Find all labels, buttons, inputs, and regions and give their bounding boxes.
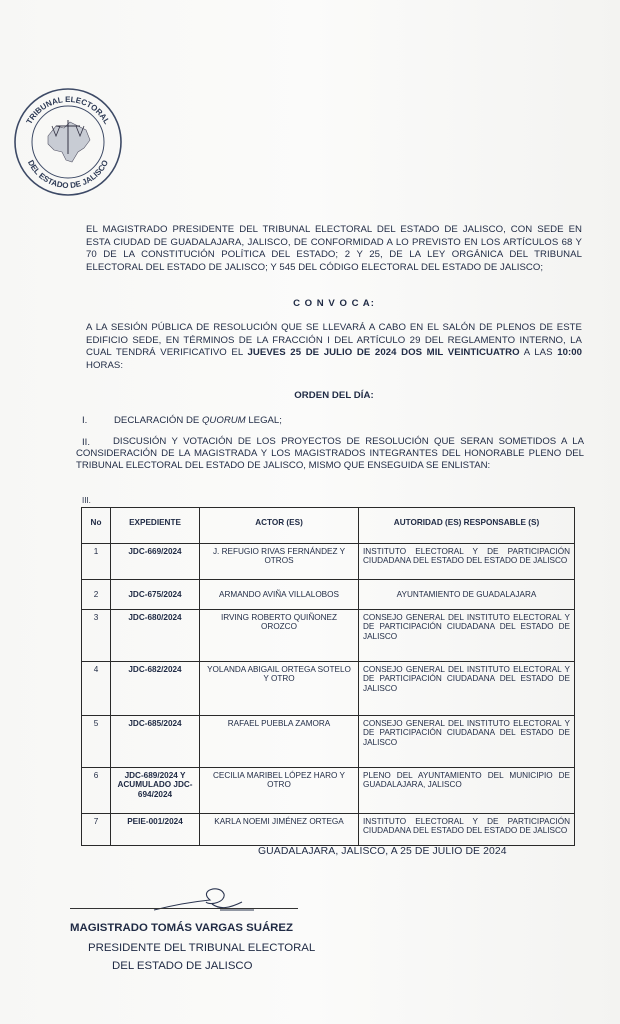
- row-number: 7: [82, 814, 111, 846]
- row-number: 1: [82, 544, 111, 580]
- row-actor: ARMANDO AVIÑA VILLALOBOS: [200, 580, 359, 610]
- row-autoridad: INSTITUTO ELECTORAL Y DE PARTICIPACIÓN CIUDADANA DEL ESTADO DEL ESTADO DE JALISCO: [359, 814, 575, 846]
- signature-line: [70, 908, 298, 909]
- row-autoridad: CONSEJO GENERAL DEL INSTITUTO ELECTORAL Y DE PARTICIPACIÓN CIUDADANA DEL ESTADO DE JALISCO: [359, 716, 575, 768]
- session-paragraph: A LA SESIÓN PÚBLICA DE RESOLUCIÓN QUE SE LLEVARÁ A CABO EN EL SALÓN DE PLENOS DE ESTE EDIFICIO SEDE, EN TÉRMINOS DE LA FRACCIÓN I DEL ARTÍCULO 29 DEL REGLAMENTO INTERNO, LA CUAL TENDRÁ VERIFICATIVO EL JUEVES 25 DE JULIO DE 2024 DOS MIL VEINTICUATRO A LAS 10:00 HORAS:: [86, 322, 582, 371]
- handwritten-signature: [150, 880, 260, 920]
- table-row: [82, 716, 575, 768]
- row-expediente: JDC-680/2024: [111, 610, 200, 662]
- row-autoridad: PLENO DEL AYUNTAMIENTO DEL MUNICIPIO DE GUADALAJARA, JALISCO: [359, 768, 575, 814]
- session-time: 10:00: [557, 347, 582, 359]
- agenda-item-1-number: I.: [82, 415, 88, 426]
- row-actor: J. REFUGIO RIVAS FERNÁNDEZ Y OTROS: [200, 544, 359, 580]
- row-expediente: JDC-682/2024: [111, 662, 200, 716]
- quorum-italic: QUORUM: [201, 415, 246, 426]
- agenda-item-1-text: DECLARACIÓN DE QUORUM LEGAL;: [114, 415, 282, 426]
- intro-paragraph: EL MAGISTRADO PRESIDENTE DEL TRIBUNAL ELECTORAL DEL ESTADO DE JALISCO, CON SEDE EN ESTA CIUDAD DE GUADALAJARA, JALISCO, DE CONFORMIDAD A LO PREVISTO EN LOS ARTÍCULOS 68 Y 70 DE LA CONSTITUCIÓN POLÍTICA DEL ESTADO; 2 Y 25, DE LA LEY ORGÁNICA DEL TRIBUNAL ELECTORAL DEL ESTADO DE JALISCO; Y 545 DEL CÓDIGO ELECTORAL DEL ESTADO DE JALISCO;: [86, 224, 582, 273]
- row-actor: KARLA NOEMI JIMÉNEZ ORTEGA: [200, 814, 359, 846]
- place-date: GUADALAJARA, JALISCO, A 25 DE JULIO DE 2024: [258, 846, 507, 857]
- header-autoridad: AUTORIDAD (ES) RESPONSABLE (S): [359, 508, 575, 544]
- convoca-heading: C O N V O C A:: [293, 298, 375, 309]
- row-actor: IRVING ROBERTO QUIÑONEZ OROZCO: [200, 610, 359, 662]
- table-row: [82, 814, 575, 846]
- header-no: No: [82, 508, 111, 544]
- row-autoridad: INSTITUTO ELECTORAL Y DE PARTICIPACIÓN CIUDADANA DEL ESTADO DEL ESTADO DE JALISCO: [359, 544, 575, 580]
- row-expediente: JDC-689/2024 Y ACUMULADO JDC-694/2024: [111, 768, 200, 814]
- signer-role-line-2: DEL ESTADO DE JALISCO: [112, 960, 253, 972]
- row-actor: CECILIA MARIBEL LÓPEZ HARO Y OTRO: [200, 768, 359, 814]
- row-expediente: JDC-675/2024: [111, 580, 200, 610]
- row-autoridad: CONSEJO GENERAL DEL INSTITUTO ELECTORAL Y DE PARTICIPACIÓN CIUDADANA DEL ESTADO DE JALISCO: [359, 662, 575, 716]
- table-row: [82, 768, 575, 814]
- row-number: 2: [82, 580, 111, 610]
- row-actor: YOLANDA ABIGAIL ORTEGA SOTELO Y OTRO: [200, 662, 359, 716]
- row-expediente: JDC-685/2024: [111, 716, 200, 768]
- row-expediente: JDC-669/2024: [111, 544, 200, 580]
- seal-top-text: TRIBUNAL ELECTORAL: [24, 94, 112, 126]
- row-number: 3: [82, 610, 111, 662]
- table-header-row: [82, 508, 575, 544]
- tribunal-seal: [12, 86, 124, 198]
- cases-table: [81, 507, 575, 846]
- table-row: [82, 544, 575, 580]
- row-number: 6: [82, 768, 111, 814]
- row-actor: RAFAEL PUEBLA ZAMORA: [200, 716, 359, 768]
- table-row: [82, 580, 575, 610]
- agenda-item-2-number: II.: [82, 437, 90, 448]
- seal-bottom-text: DEL ESTADO DE JALISCO: [25, 158, 111, 191]
- row-expediente: PEIE-001/2024: [111, 814, 200, 846]
- row-autoridad: AYUNTAMIENTO DE GUADALAJARA: [359, 580, 575, 610]
- row-number: 5: [82, 716, 111, 768]
- agenda-item-3-number: III.: [82, 496, 91, 505]
- row-autoridad: CONSEJO GENERAL DEL INSTITUTO ELECTORAL Y DE PARTICIPACIÓN CIUDADANA DEL ESTADO DE JALISCO: [359, 610, 575, 662]
- signer-role-line-1: PRESIDENTE DEL TRIBUNAL ELECTORAL: [88, 942, 316, 954]
- session-date: JUEVES 25 DE JULIO DE 2024 DOS MIL VEINTICUATRO: [247, 347, 520, 359]
- row-number: 4: [82, 662, 111, 716]
- header-actor: ACTOR (ES): [200, 508, 359, 544]
- agenda-item-2-text: DISCUSIÓN Y VOTACIÓN DE LOS PROYECTOS DE RESOLUCIÓN QUE SERAN SOMETIDOS A LA CONSIDERACIÓN DE LA MAGISTRADA Y LOS MAGISTRADOS INTEGRANTES DEL HONORABLE PLENO DEL TRIBUNAL ELECTORAL DEL ESTADO DE JALISCO, MISMO QUE ENSEGUIDA SE ENLISTAN:: [76, 436, 584, 472]
- table-row: [82, 610, 575, 662]
- orden-heading: ORDEN DEL DÍA:: [294, 390, 374, 401]
- table-row: [82, 662, 575, 716]
- header-expediente: EXPEDIENTE: [111, 508, 200, 544]
- signer-name: MAGISTRADO TOMÁS VARGAS SUÁREZ: [70, 922, 293, 934]
